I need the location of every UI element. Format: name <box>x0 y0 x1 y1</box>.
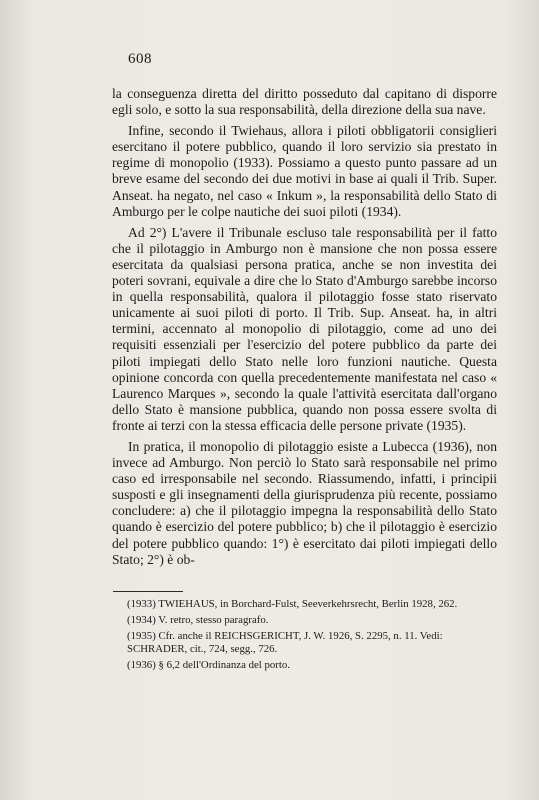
body-text <box>112 86 497 573</box>
paragraph-3: Ad 2°) L'avere il Tribunale escluso tale responsabilità per il fatto che il pilotaggio in Amburgo non è mansione che non possa essere esercitata da qualsiasi persona pratica, anche se non investita dei poteri sovrani, equivale a dire che lo Stato d'Amburgo sarebbe incorso in quella responsabilità, qualora il pilotaggio fosse stato riservato unicamente ai suoi piloti di porto. Il Trib. Sup. Anseat. ha, in altri termini, accennato al monopolio di pilotaggio, come ad uno dei requisiti essenziali per l'esercizio del potere pubblico da parte dei piloti impiegati dello Stato nelle loro funzioni nautiche. Questa opinione concorda con quella precedentemente manifestata nel caso « Laurenco Marques », secondo la quale l'attività esercitata dall'organo dello Stato è mansione pubblica, quando non possa essere svolta di fronte ai terzi con la stessa efficacia delle persone private (1935). <box>112 224 497 433</box>
paragraph-4: In pratica, il monopolio di pilotaggio esiste a Lubecca (1936), non invece ad Amburgo. Non perciò lo Stato sarà responsabile nel primo caso ed irresponsabile nel secondo. Riassumendo, infatti, i principii susposti e gli insegnamenti della giurisprudenza più recente, possiamo concludere: a) che il pilotaggio impegna la responsabilità dello Stato quando è esercizio del potere pubblico; b) che il pilotaggio è esercizio del potere pubblico quando: 1°) è esercitato dai piloti impiegati dello Stato; 2°) è ob- <box>112 438 497 567</box>
paragraph-2: Infine, secondo il Twiehaus, allora i piloti obbligatorii consiglieri esercitano il potere pubblico, quando il loro servizio sia prestato in regime di monopolio (1933). Possiamo a questo punto passare ad un breve esame del secondo dei due motivi in base ai quali il Trib. Super. Anseat. ha negato, nel caso « Inkum », la responsabilità dello Stato di Amburgo per le colpe nautiche dei suoi piloti (1934). <box>112 123 497 219</box>
footnote-1933: (1933) TWIEHAUS, in Borchard-Fulst, Seeverkehrsrecht, Berlin 1928, 262. <box>127 598 458 610</box>
footnotes <box>127 598 497 675</box>
paragraph-1: la conseguenza diretta del diritto posseduto dal capitano di disporre egli solo, e sotto la sua responsabilità, della direzione della sua nave. <box>112 86 497 118</box>
footnote-1935: (1935) Cfr. anche il REICHSGERICHT, J. W. 1926, S. 2295, n. 11. Vedi: SCHRADER, cit., 724, segg., 726. <box>127 629 443 656</box>
footnote-divider <box>113 591 183 592</box>
footnote-1934: (1934) V. retro, stesso paragrafo. <box>127 613 269 626</box>
page-number: 608 <box>128 51 152 67</box>
footnote-1936: (1936) § 6,2 dell'Ordinanza del porto. <box>127 659 290 672</box>
